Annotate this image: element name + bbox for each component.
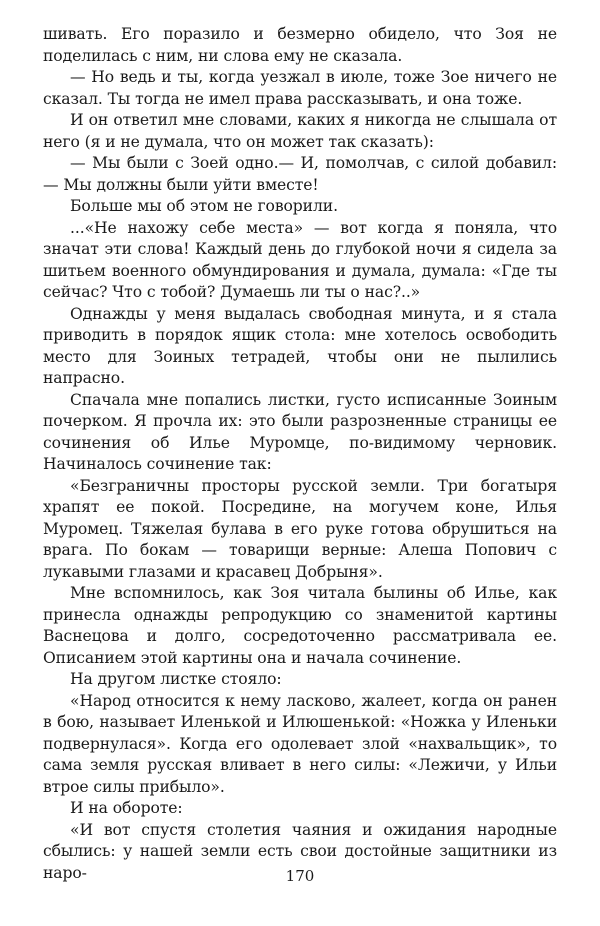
paragraph-essay-quote-2: «Народ относится к нему ласково, жалеет, когда он ранен в бою, называет Иленькой и Илюшенькой: «Ножка у Иленьки подвернулася». Когда его одолевает злой «нахвальщик», то сама земля русская вливает в него силы: «Лежичи, у Ильи втрое силы прибыло».	[43, 691, 557, 796]
paragraph-no-more-talk: Больше мы об этом не говорили.	[70, 197, 338, 215]
body-text	[43, 24, 557, 884]
paragraph-dialogue-mother: — Но ведь и ты, когда уезжал в июле, тоже Зое ничего не сказал. Ты тогда не имел права рассказывать, и она тоже.	[43, 68, 557, 108]
paragraph-continuation: шивать. Его поразило и безмерно обидело, что Зоя не поделилась с ним, ни слова ему не сказала.	[43, 25, 557, 65]
paragraph-desk-drawer: Однажды у меня выдалась свободная минута, и я стала приводить в порядок ящик стола: мне хотелось освободить место для Зоиных тетрадей, чтобы они не пылились напрасно.	[43, 304, 557, 387]
paragraph-no-rest: ...«Не нахожу себе места» — вот когда я поняла, что значат эти слова! Каждый день до глубокой ночи я сидела за шитьем военного обмундирования и думала, думала: «Где ты сейчас? Что с тобой? Думаешь ли ты о нас?..»	[43, 218, 557, 301]
paragraph-found-sheets: Спачала мне попались листки, густо исписанные Зоиным почерком. Я прочла их: это были разрозненные страницы ее сочинения об Илье Муромце, по-видимому черновик. Начиналось сочинение так:	[43, 390, 557, 473]
paragraph-other-sheet: На другом листке стояло:	[70, 670, 282, 688]
book-page	[43, 24, 557, 904]
page-number: 170	[285, 867, 315, 885]
paragraph-essay-quote-1: «Безграничны просторы русской земли. Три богатыря храпят ее покой. Посредине, на могучем коне, Илья Муромец. Тяжелая булава в его руке готова обрушиться на врага. По бокам — товарищи верные: Алеша Попович с лукавыми глазами и красавец Добрыня».	[43, 476, 557, 581]
paragraph-narration-answer: И он ответил мне словами, каких я никогда не слышала от него (я и не думала, что он может так сказать):	[43, 111, 557, 151]
paragraph-memory-vasnetsov: Мне вспомнилось, как Зоя читала былины об Илье, как принесла однажды репродукцию со знаменитой картины Васнецова и долго, сосредоточенно рассматривала ее. Описанием этой картины она и начала сочинение.	[43, 584, 557, 667]
paragraph-essay-quote-3: «И вот спустя столетия чаяния и ожидания народные сбылись: у нашей земли есть свои достойные защитники из наро-	[43, 820, 557, 882]
paragraph-reverse-side: И на обороте:	[70, 799, 183, 817]
paragraph-dialogue-son: — Мы были с Зоей одно.— И, помолчав, с силой добавил: — Мы должны были уйти вместе!	[43, 154, 557, 194]
